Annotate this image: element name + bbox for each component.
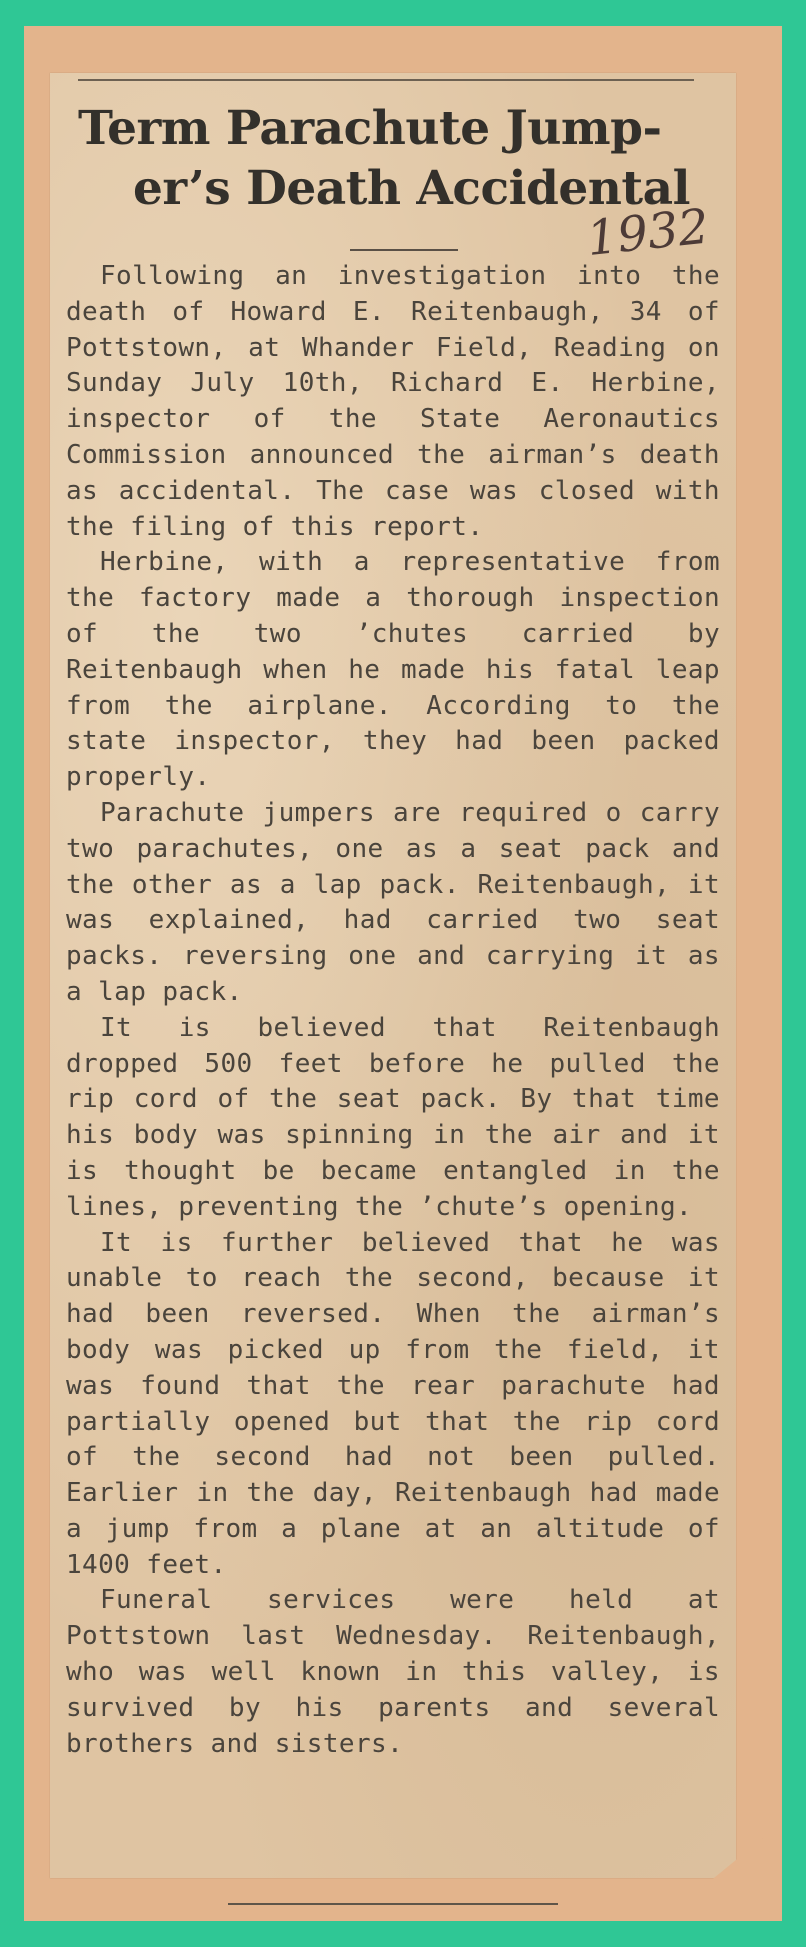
headline-line-2: er’s Death Accidental xyxy=(133,161,690,216)
paragraph-6: Funeral services were held at Pottstown last Wednesday. Reitenbaugh, who was well known in this valley, is survived by his parents and several brothers and sisters. xyxy=(66,1585,720,1759)
top-rule xyxy=(78,79,694,81)
newspaper-clipping xyxy=(50,73,736,1878)
headline-line-1: Term Parachute Jump- xyxy=(78,101,662,156)
torn-corner xyxy=(665,1828,775,1918)
paragraph-1: Following an investigation into the death of Howard E. Reitenbaugh, 34 of Pottstown, at Whander Field, Reading on Sunday July 10th, Richard E. Herbine, inspector of the State Aeronautics Commission announced the airman’s death as accidental. The case was closed with the filing of this report. xyxy=(66,261,720,542)
paragraph-2: Herbine, with a representative from the factory made a thorough inspection of the two ’chutes carried by Reitenbaugh when he made his fatal leap from the airplane. According to the state inspector, they had been packed properly. xyxy=(66,547,720,793)
handwritten-year: 1932 xyxy=(584,198,712,267)
article-body xyxy=(66,259,720,1762)
paragraph-4: It is believed that Reitenbaugh dropped 500 feet before he pulled the rip cord of the seat pack. By that time his body was spinning in the air and it is thought be became entangled in the lines, preventing the ’chute’s opening. xyxy=(66,1012,720,1222)
paragraph-3: Parachute jumpers are required o carry two parachutes, one as a seat pack and the other as a lap pack. Reitenbaugh, it was explained, had carried two seat packs. reversing one and carrying it as a lap pack. xyxy=(66,797,720,1007)
bottom-rule xyxy=(228,1903,558,1905)
headline xyxy=(78,99,718,219)
paragraph-5: It is further believed that he was unable to reach the second, because it had been reversed. When the airman’s body was picked up from the field, it was found that the rear parachute had partially opened but that the rip cord of the second had not been pulled. Earlier in the day, Reitenbaugh had made a jump from a plane at an altitude of 1400 feet. xyxy=(66,1227,720,1580)
headline-rule xyxy=(350,249,458,251)
